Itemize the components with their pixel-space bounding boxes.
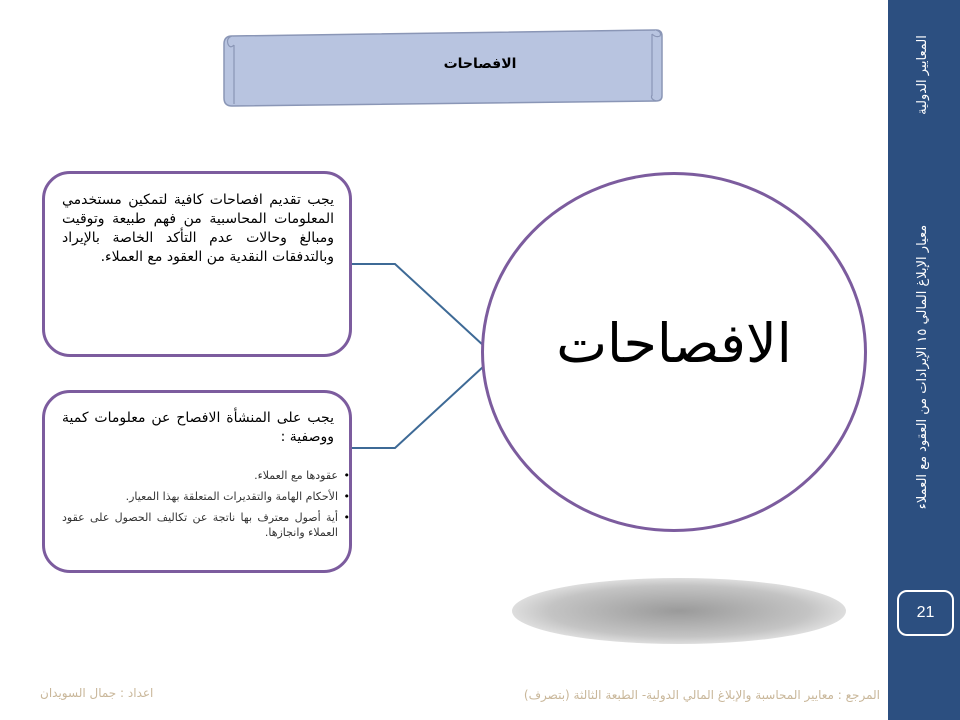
main-topic-label: الافصاحات [556,312,792,375]
disclosure-requirements-intro: يجب على المنشأة الافصاح عن معلومات كمية ووصفية : [62,410,334,445]
slide-title: الافصاحات [443,56,517,72]
list-item: • الأحكام الهامة والتقديرات المتعلقة بهذا المعيار. [62,489,338,504]
page-number: 21 [897,590,954,636]
disclosure-purpose-text: يجب تقديم افصاحات كافية لتمكين مستخدمي المعلومات المحاسبية من فهم طبيعة وتوقيت ومبالغ وحالات عدم التأكد الخاصة بالإيراد وبالتدفقات النقدية من العقود مع العملاء. [62,192,334,265]
sidebar-standards-label: المعايير الدولية [915,35,930,115]
footer-reference: المرجع : معايير المحاسبة والإبلاغ المالي الدولية- الطبعة الثالثة (بتصرف) [523,688,880,702]
disclosure-bullet-list [62,468,352,546]
list-item: • عقودها مع العملاء. [62,468,338,483]
list-item: • أية أصول معترف بها ناتجة عن تكاليف الحصول على عقود العملاء وانجازها. [62,510,338,540]
connector-top [352,264,484,346]
connector-bottom [352,366,484,448]
shadow-ellipse [512,578,846,644]
footer-author: اعداد : جمال السويدان [40,686,154,700]
sidebar-standard-title: معيار الإبلاغ المالي ١٥ الإيرادات من العقود مع العملاء [915,224,930,510]
